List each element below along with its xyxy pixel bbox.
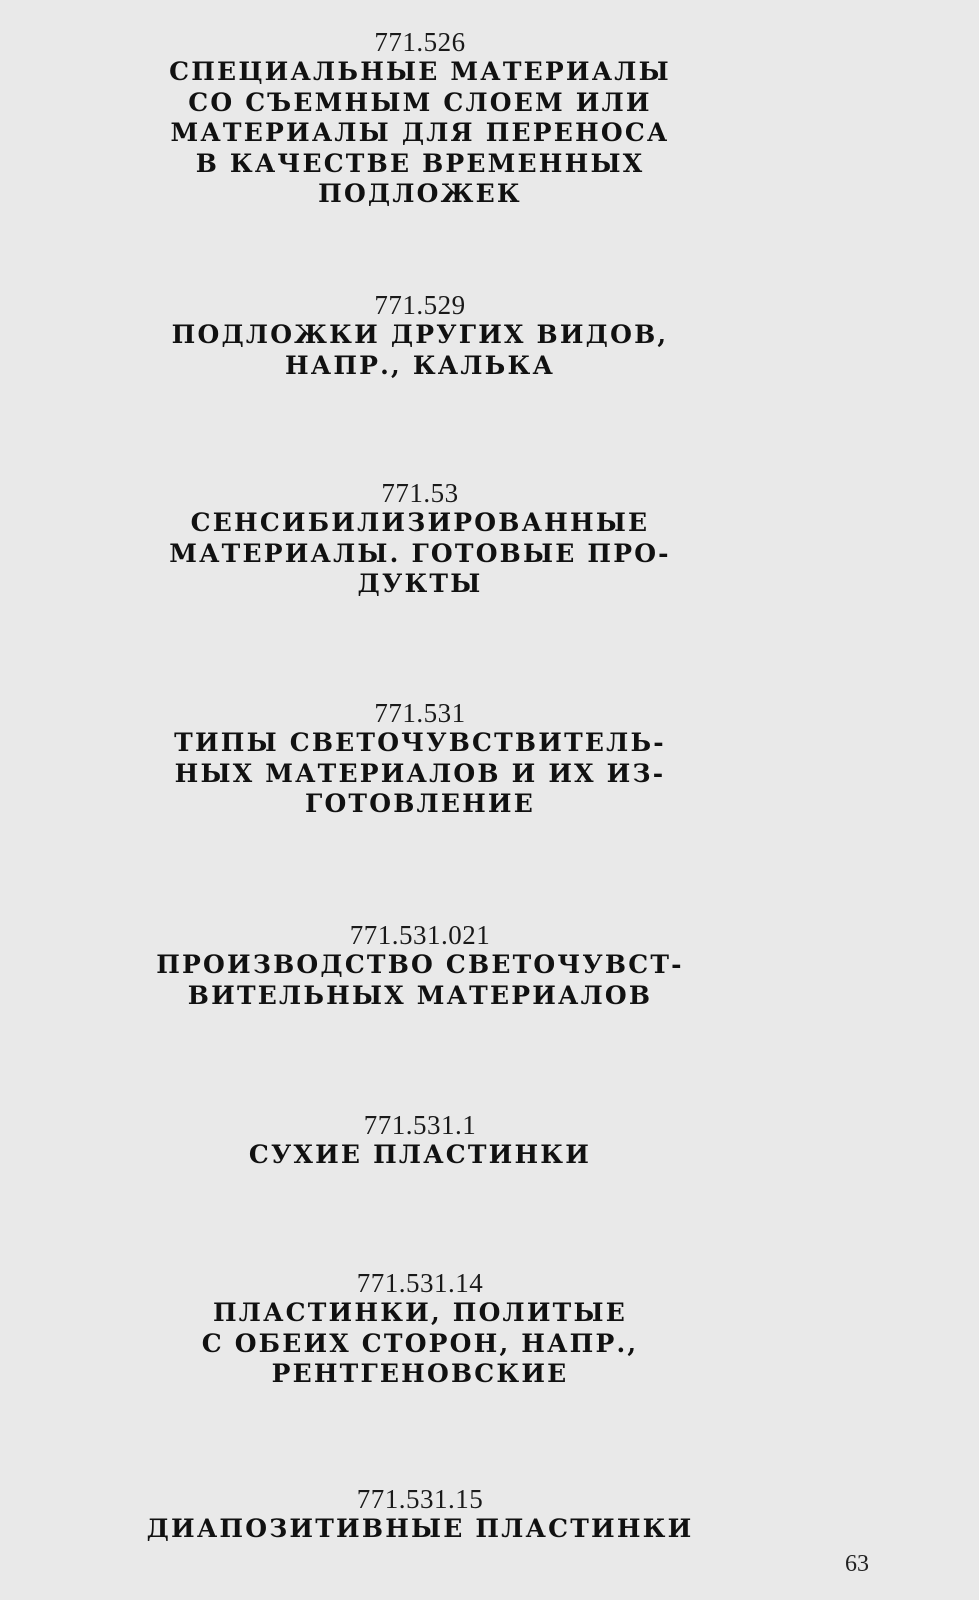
heading-line: ПОДЛОЖКИ ДРУГИХ ВИДОВ, bbox=[171, 320, 669, 349]
section-heading bbox=[130, 57, 710, 210]
heading-line: ПЛАСТИНКИ, ПОЛИТЫЕ bbox=[212, 1298, 627, 1327]
heading-line: НАПР., КАЛЬКА bbox=[284, 350, 556, 380]
heading-line: РЕНТГЕНОВСКИЕ bbox=[271, 1359, 569, 1388]
udc-code: 771.531.15 bbox=[356, 1484, 484, 1514]
heading-line: МАТЕРИАЛЫ ДЛЯ ПЕРЕНОСА bbox=[170, 118, 670, 147]
udc-code: 771.53 bbox=[381, 478, 459, 508]
heading-line: ПОДЛОЖЕК bbox=[318, 179, 522, 208]
section-heading bbox=[130, 1140, 710, 1171]
heading-line: С ОБЕИХ СТОРОН, НАПР., bbox=[201, 1328, 639, 1358]
heading-line: СУХИЕ ПЛАСТИНКИ bbox=[248, 1140, 592, 1169]
heading-line: ГОТОВЛЕНИЕ bbox=[304, 789, 535, 818]
section-heading bbox=[130, 508, 710, 600]
udc-code: 771.531.14 bbox=[356, 1268, 484, 1298]
entry-771-531-14 bbox=[130, 1268, 710, 1390]
entry-771-53 bbox=[130, 478, 710, 600]
section-heading bbox=[130, 1514, 710, 1545]
heading-line: НЫХ МАТЕРИАЛОВ И ИХ ИЗ- bbox=[174, 758, 666, 788]
entry-771-531-021 bbox=[130, 920, 710, 1011]
heading-line: В КАЧЕСТВЕ ВРЕМЕННЫХ bbox=[195, 148, 645, 178]
udc-code: 771.531.1 bbox=[363, 1110, 477, 1140]
entry-771-531 bbox=[130, 698, 710, 820]
heading-line: СЕНСИБИЛИЗИРОВАННЫЕ bbox=[190, 508, 650, 537]
heading-line: ВИТЕЛЬНЫХ МАТЕРИАЛОВ bbox=[187, 980, 653, 1010]
entry-771-526 bbox=[130, 27, 710, 210]
entry-771-531-1 bbox=[130, 1110, 710, 1171]
udc-code: 771.529 bbox=[374, 290, 466, 320]
section-heading bbox=[130, 1298, 710, 1390]
heading-line: СПЕЦИАЛЬНЫЕ МАТЕРИАЛЫ bbox=[169, 57, 671, 86]
section-heading bbox=[130, 728, 710, 820]
udc-code: 771.526 bbox=[374, 27, 466, 57]
entry-771-531-15 bbox=[130, 1484, 710, 1545]
heading-line: ДИАПОЗИТИВНЫЕ ПЛАСТИНКИ bbox=[146, 1514, 694, 1543]
section-heading bbox=[130, 950, 710, 1011]
entry-771-529 bbox=[130, 290, 710, 381]
udc-code: 771.531.021 bbox=[349, 920, 491, 950]
heading-line: ТИПЫ СВЕТОЧУВСТВИТЕЛЬ- bbox=[174, 728, 666, 757]
page-number: 63 bbox=[845, 1551, 869, 1577]
udc-code: 771.531 bbox=[374, 698, 466, 728]
heading-line: ПРОИЗВОДСТВО СВЕТОЧУВСТ- bbox=[156, 950, 684, 979]
heading-line: ДУКТЫ bbox=[357, 569, 483, 598]
heading-line: СО СЪЕМНЫМ СЛОЕМ ИЛИ bbox=[188, 87, 652, 117]
heading-line: МАТЕРИАЛЫ. ГОТОВЫЕ ПРО- bbox=[169, 538, 671, 568]
section-heading bbox=[130, 320, 710, 381]
